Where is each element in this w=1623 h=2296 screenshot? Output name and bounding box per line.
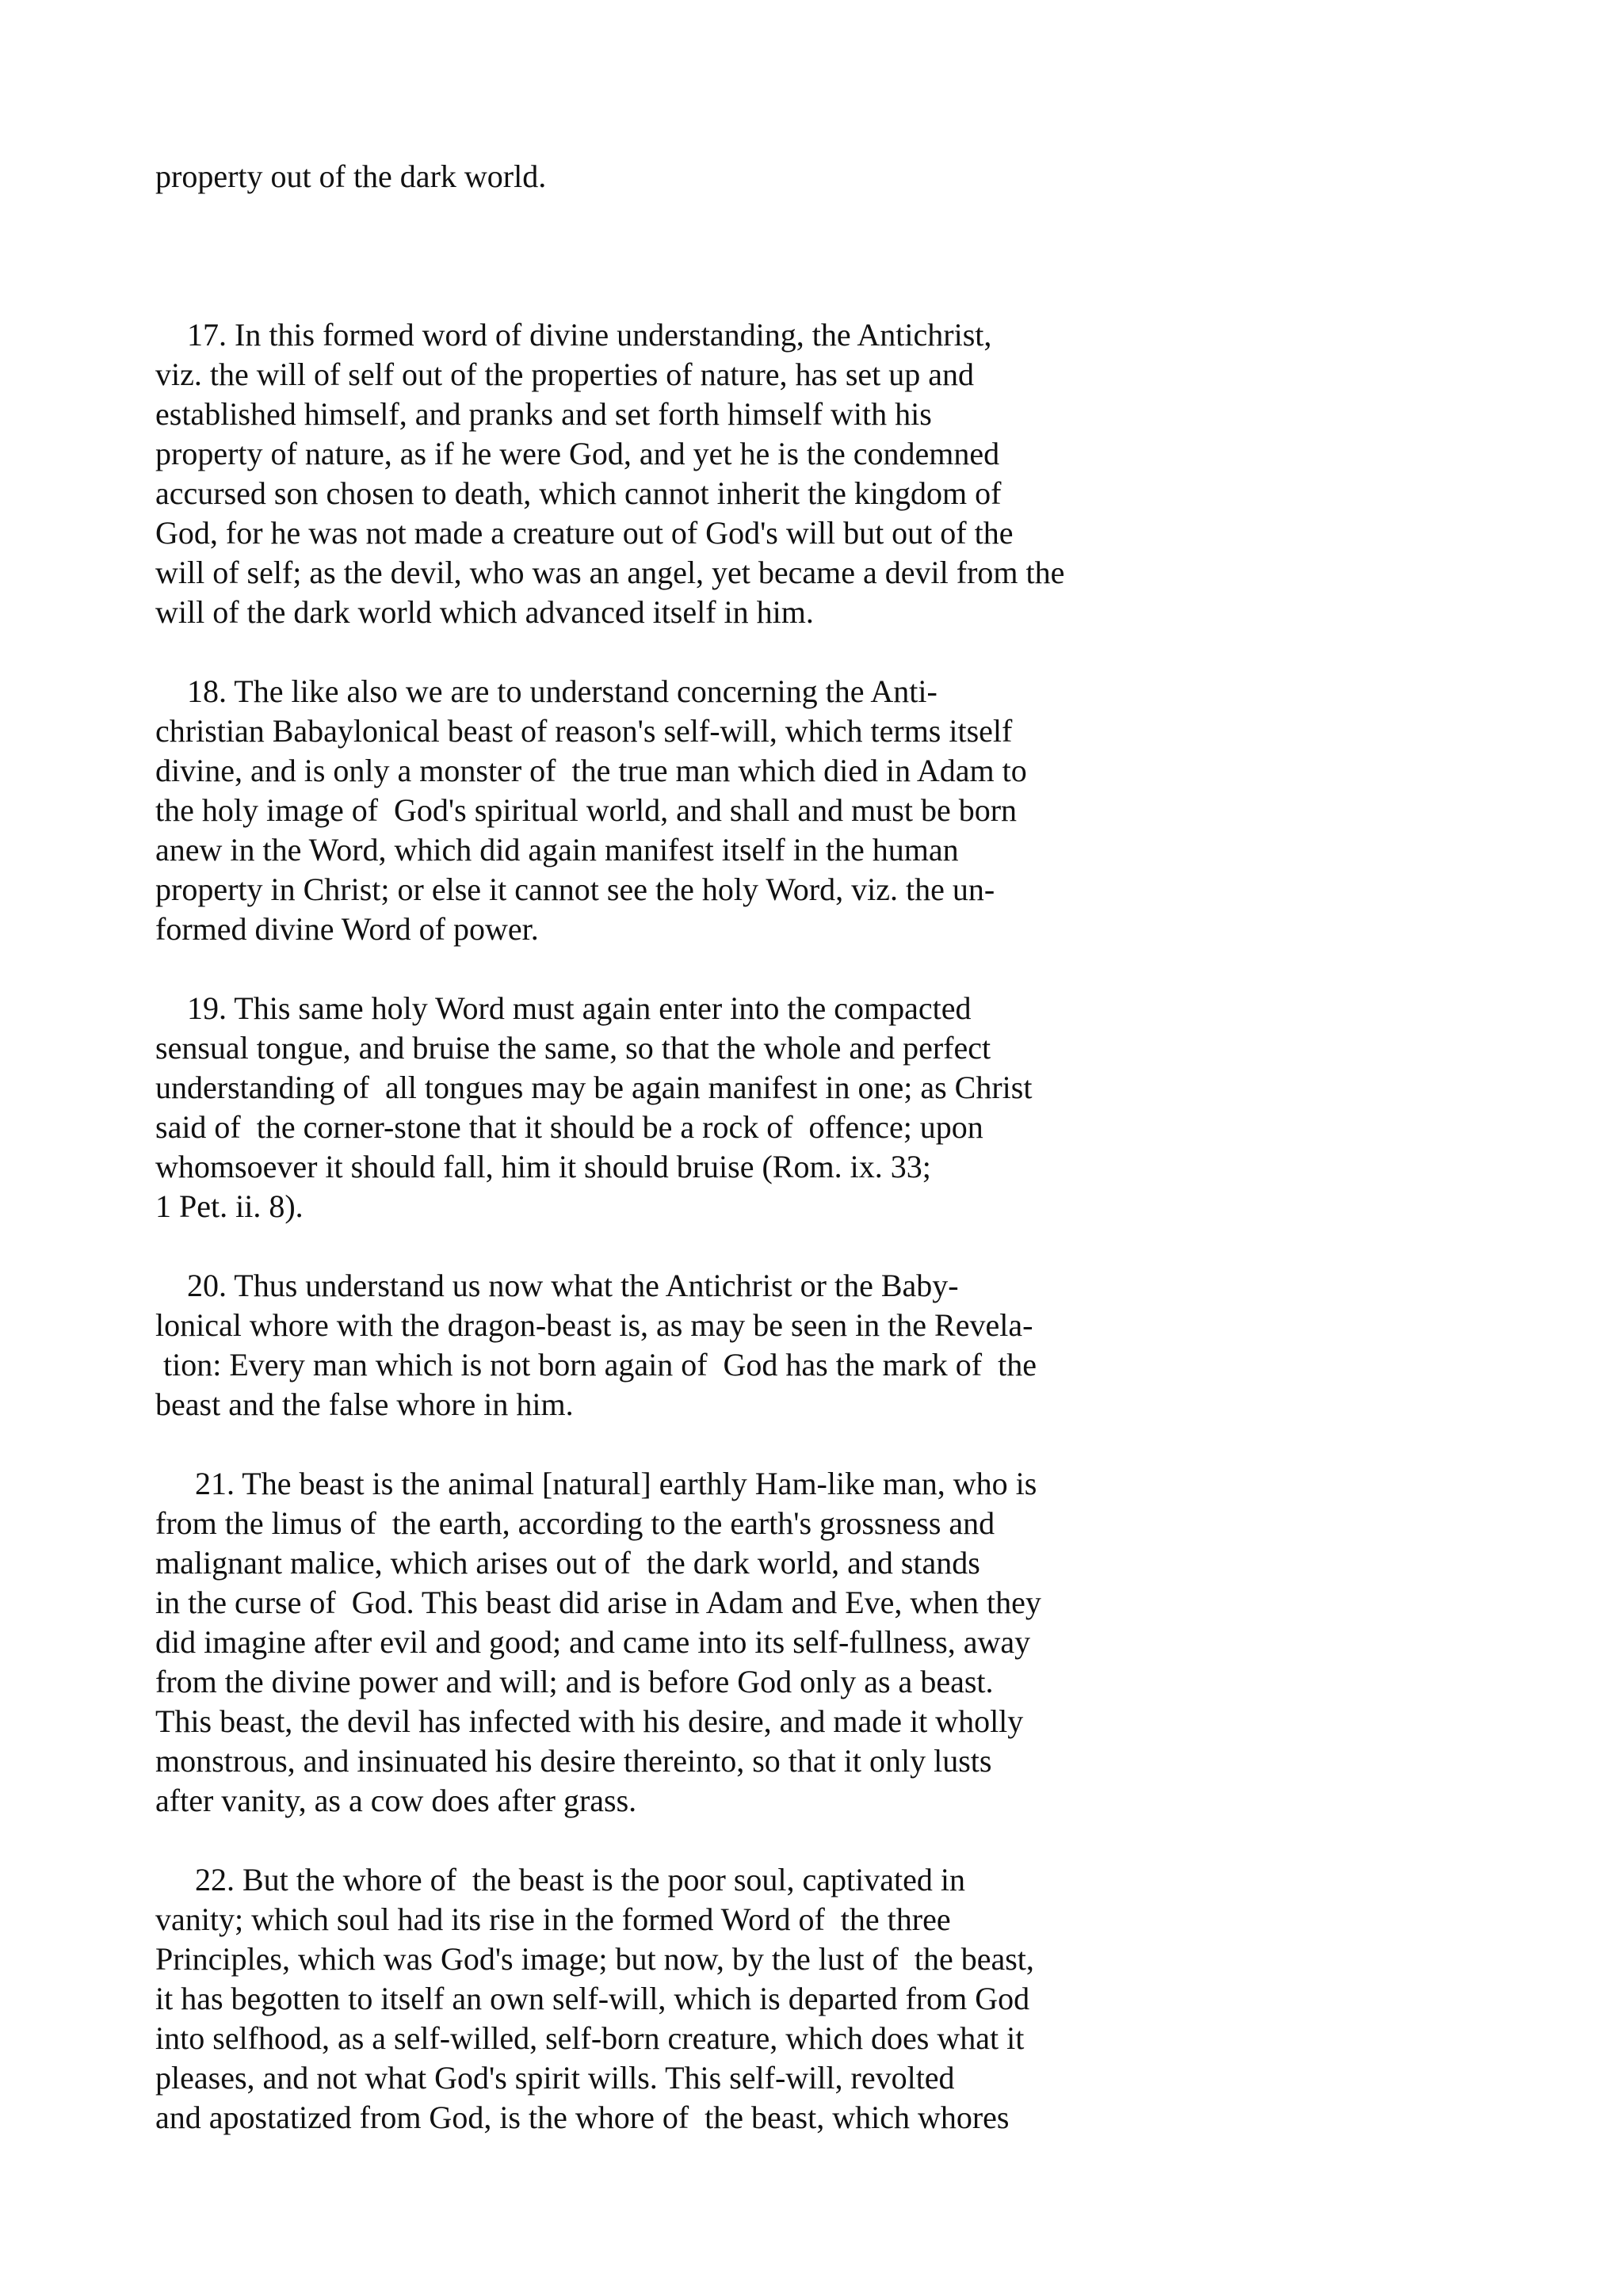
paragraph-22 [155, 1860, 1534, 2138]
text-line: 17. In this formed word of divine understanding, the Antichrist, [155, 317, 992, 353]
text-line: understanding of all tongues may be again manifest in one; as Christ [155, 1070, 1033, 1105]
text-line: 22. But the whore of the beast is the poor soul, captivated in [155, 1862, 966, 1897]
text-line: monstrous, and insinuated his desire thereinto, so that it only lusts [155, 1743, 992, 1779]
paragraph-21 [155, 1464, 1534, 1821]
text-line: sensual tongue, and bruise the same, so that the whole and perfect [155, 1030, 991, 1066]
text-line: did imagine after evil and good; and came into its self-fullness, away [155, 1624, 1031, 1660]
text-line: it has begotten to itself an own self-will, which is departed from God [155, 1981, 1030, 2016]
text-line: pleases, and not what God's spirit wills. This self-will, revolted [155, 2060, 955, 2096]
paragraph-intro [155, 157, 1534, 196]
text-line: property in Christ; or else it cannot see the holy Word, viz. the un- [155, 871, 995, 907]
text-line: accursed son chosen to death, which cannot inherit the kingdom of [155, 475, 1002, 511]
text-line: God, for he was not made a creature out of God's will but out of the [155, 515, 1014, 551]
text-line: from the divine power and will; and is before God only as a beast. [155, 1664, 994, 1699]
text-line: property of nature, as if he were God, and yet he is the condemned [155, 436, 1000, 471]
paragraph-17 [155, 315, 1534, 632]
text-line: vanity; which soul had its rise in the formed Word of the three [155, 1901, 951, 1937]
text-line: whomsoever it should fall, him it should bruise (Rom. ix. 33; [155, 1149, 931, 1184]
text-line: lonical whore with the dragon-beast is, as may be seen in the Revela- [155, 1307, 1033, 1343]
text-line: This beast, the devil has infected with his desire, and made it wholly [155, 1703, 1024, 1739]
text-line: from the limus of the earth, according to the earth's grossness and [155, 1505, 995, 1541]
text-line: malignant malice, which arises out of the dark world, and stands [155, 1545, 980, 1581]
text-line: beast and the false whore in him. [155, 1386, 574, 1422]
text-line: the holy image of God's spiritual world, and shall and must be born [155, 792, 1018, 828]
text-line: christian Babaylonical beast of reason's self-will, which terms itself [155, 713, 1013, 749]
text-line: in the curse of God. This beast did arise in Adam and Eve, when they [155, 1585, 1041, 1620]
paragraph-18 [155, 672, 1534, 949]
text-line: and apostatized from God, is the whore of the beast, which whores [155, 2100, 1010, 2135]
text-line: 1 Pet. ii. 8). [155, 1188, 304, 1224]
text-line: 21. The beast is the animal [natural] earthly Ham-like man, who is [155, 1466, 1037, 1501]
text-line: divine, and is only a monster of the true man which died in Adam to [155, 753, 1027, 788]
text-line: 19. This same holy Word must again enter into the compacted [155, 990, 972, 1026]
text-line: after vanity, as a cow does after grass. [155, 1783, 637, 1818]
text-line: formed divine Word of power. [155, 911, 539, 947]
text-line: said of the corner-stone that it should be a rock of offence; upon [155, 1109, 983, 1145]
text-line: into selfhood, as a self-willed, self-born creature, which does what it [155, 2020, 1025, 2056]
text-line: viz. the will of self out of the properties of nature, has set up and [155, 357, 975, 392]
text-line: Principles, which was God's image; but now, by the lust of the beast, [155, 1941, 1034, 1977]
paragraph-20 [155, 1266, 1534, 1425]
paragraph-19 [155, 989, 1534, 1226]
text-line: anew in the Word, which did again manifest itself in the human [155, 832, 959, 868]
text-line: will of the dark world which advanced itself in him. [155, 594, 814, 630]
text-line: 20. Thus understand us now what the Antichrist or the Baby- [155, 1268, 959, 1303]
text-line: 18. The like also we are to understand concerning the Anti- [155, 673, 938, 709]
text-line: established himself, and pranks and set forth himself with his [155, 396, 932, 432]
text-line: tion: Every man which is not born again of God has the mark of the [155, 1347, 1037, 1383]
text-line: will of self; as the devil, who was an angel, yet became a devil from the [155, 555, 1065, 590]
text-line: property out of the dark world. [155, 158, 547, 194]
